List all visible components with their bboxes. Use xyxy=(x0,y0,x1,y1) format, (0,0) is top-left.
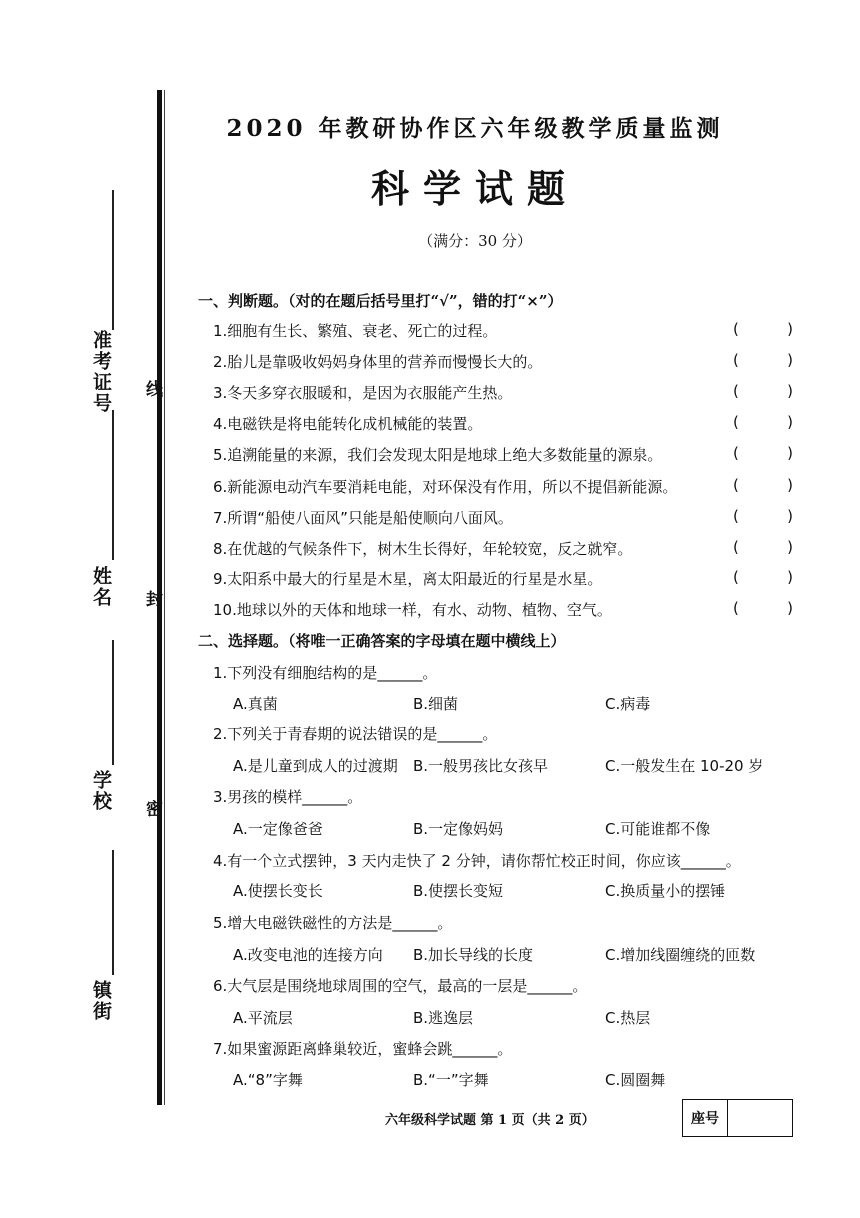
mc-question: 4.有一个立式摆钟，3 天内走快了 2 分钟，请你帮忙校正时间，你应该______。 xyxy=(213,852,741,870)
option-b[interactable]: B.逃逸层 xyxy=(413,1009,474,1027)
option-a[interactable]: A.改变电池的连接方向 xyxy=(233,946,383,964)
mc-options xyxy=(233,693,793,713)
tf-question-text: 2.胎儿是靠吸收妈妈身体里的营养而慢慢长大的。 xyxy=(213,353,543,371)
tf-question xyxy=(213,320,793,341)
tf-question xyxy=(213,476,793,497)
option-c[interactable]: C.增加线圈缠绕的匝数 xyxy=(605,946,756,964)
tf-question xyxy=(213,507,793,528)
mc-options xyxy=(233,1069,793,1089)
tf-question xyxy=(213,382,793,403)
answer-parens[interactable]: ( ) xyxy=(733,382,793,400)
blank-name xyxy=(112,410,114,560)
answer-parens[interactable]: ( ) xyxy=(733,351,793,369)
answer-parens[interactable]: ( ) xyxy=(733,413,793,431)
mc-question: 2.下列关于青春期的说法错误的是______。 xyxy=(213,725,498,743)
answer-parens[interactable]: ( ) xyxy=(733,568,793,586)
tf-question-text: 6.新能源电动汽车要消耗电能，对环保没有作用，所以不提倡新能源。 xyxy=(213,478,678,496)
mc-question: 1.下列没有细胞结构的是______。 xyxy=(213,664,438,682)
option-c[interactable]: C.换质量小的摆锤 xyxy=(605,882,726,900)
tf-question-text: 1.细胞有生长、繁殖、衰老、死亡的过程。 xyxy=(213,322,498,340)
seat-number-field[interactable] xyxy=(728,1100,792,1136)
tf-question xyxy=(213,444,793,465)
section-heading-multiple-choice: 二、选择题。（将唯一正确答案的字母填在题中横线上） xyxy=(198,632,566,650)
option-b[interactable]: B.使摆长变短 xyxy=(413,882,504,900)
option-c[interactable]: C.热层 xyxy=(605,1009,651,1027)
tf-question-text: 5.追溯能量的来源，我们会发现太阳是地球上绝大多数能量的源泉。 xyxy=(213,446,663,464)
blank-school xyxy=(112,640,114,765)
option-a[interactable]: A.真菌 xyxy=(233,695,278,713)
tf-question-text: 7.所谓“船使八面风”只能是船使顺向八面风。 xyxy=(213,509,513,527)
mc-options xyxy=(233,1007,793,1027)
label-name: 姓名 xyxy=(90,566,112,608)
option-b[interactable]: B.“一”字舞 xyxy=(413,1071,489,1089)
answer-parens[interactable]: ( ) xyxy=(733,444,793,462)
option-a[interactable]: A.使摆长变长 xyxy=(233,882,323,900)
tf-question xyxy=(213,351,793,372)
blank-town xyxy=(112,850,114,975)
tf-question-text: 3.冬天多穿衣服暖和，是因为衣服能产生热。 xyxy=(213,384,513,402)
tf-question-text: 8.在优越的气候条件下，树木生长得好，年轮较宽，反之就窄。 xyxy=(213,540,633,558)
answer-parens[interactable]: ( ) xyxy=(733,476,793,494)
section-heading-true-false: 一、判断题。（对的在题后括号里打“√”，错的打“×”） xyxy=(198,292,563,310)
mc-options xyxy=(233,818,793,838)
exam-title: 2020 年教研协作区六年级教学质量监测 xyxy=(226,115,724,142)
option-b[interactable]: B.一定像妈妈 xyxy=(413,820,504,838)
option-a[interactable]: A.平流层 xyxy=(233,1009,293,1027)
mc-question: 3.男孩的模样______。 xyxy=(213,788,363,806)
label-exam-number: 准考证号 xyxy=(90,330,112,414)
option-b[interactable]: B.细菌 xyxy=(413,695,459,713)
cut-mark-line: 线 xyxy=(142,380,162,397)
tf-question xyxy=(213,413,793,434)
option-b[interactable]: B.一般男孩比女孩早 xyxy=(413,757,549,775)
cut-mark-secret: 密 xyxy=(142,800,162,817)
mc-options xyxy=(233,755,793,775)
answer-parens[interactable]: ( ) xyxy=(733,320,793,338)
label-school: 学校 xyxy=(90,770,112,812)
tf-question xyxy=(213,538,793,559)
tf-question-text: 4.电磁铁是将电能转化成机械能的装置。 xyxy=(213,415,483,433)
tf-question-text: 10.地球以外的天体和地球一样，有水、动物、植物、空气。 xyxy=(213,601,612,619)
seat-label: 座号 xyxy=(683,1100,728,1136)
mc-options xyxy=(233,944,793,964)
mc-question: 7.如果蜜源距离蜂巢较近，蜜蜂会跳______。 xyxy=(213,1040,513,1058)
option-b[interactable]: B.加长导线的长度 xyxy=(413,946,534,964)
option-c[interactable]: C.病毒 xyxy=(605,695,651,713)
label-town: 镇街 xyxy=(90,980,112,1022)
option-a[interactable]: A.一定像爸爸 xyxy=(233,820,323,838)
mc-question: 5.增大电磁铁磁性的方法是______。 xyxy=(213,914,453,932)
option-c[interactable]: C.可能谁都不像 xyxy=(605,820,711,838)
seat-number-box xyxy=(682,1099,793,1137)
mc-question: 6.大气层是围绕地球周围的空气，最高的一层是______。 xyxy=(213,977,588,995)
tf-question-text: 9.太阳系中最大的行星是木星，离太阳最近的行星是水星。 xyxy=(213,570,603,588)
tf-question xyxy=(213,568,793,589)
subject-title: 科学试题 xyxy=(370,166,579,211)
answer-parens[interactable]: ( ) xyxy=(733,507,793,525)
full-score: （满分：30 分） xyxy=(418,232,532,250)
option-a[interactable]: A.是儿童到成人的过渡期 xyxy=(233,757,398,775)
page-footer: 六年级科学试题 第 1 页（共 2 页） xyxy=(385,1113,595,1128)
answer-parens[interactable]: ( ) xyxy=(733,599,793,617)
option-c[interactable]: C.圆圈舞 xyxy=(605,1071,666,1089)
mc-options xyxy=(233,880,793,900)
answer-parens[interactable]: ( ) xyxy=(733,538,793,556)
tf-question xyxy=(213,599,793,620)
option-c[interactable]: C.一般发生在 10-20 岁 xyxy=(605,757,764,775)
option-a[interactable]: A.“8”字舞 xyxy=(233,1071,303,1089)
cut-mark-seal: 封 xyxy=(142,590,162,607)
